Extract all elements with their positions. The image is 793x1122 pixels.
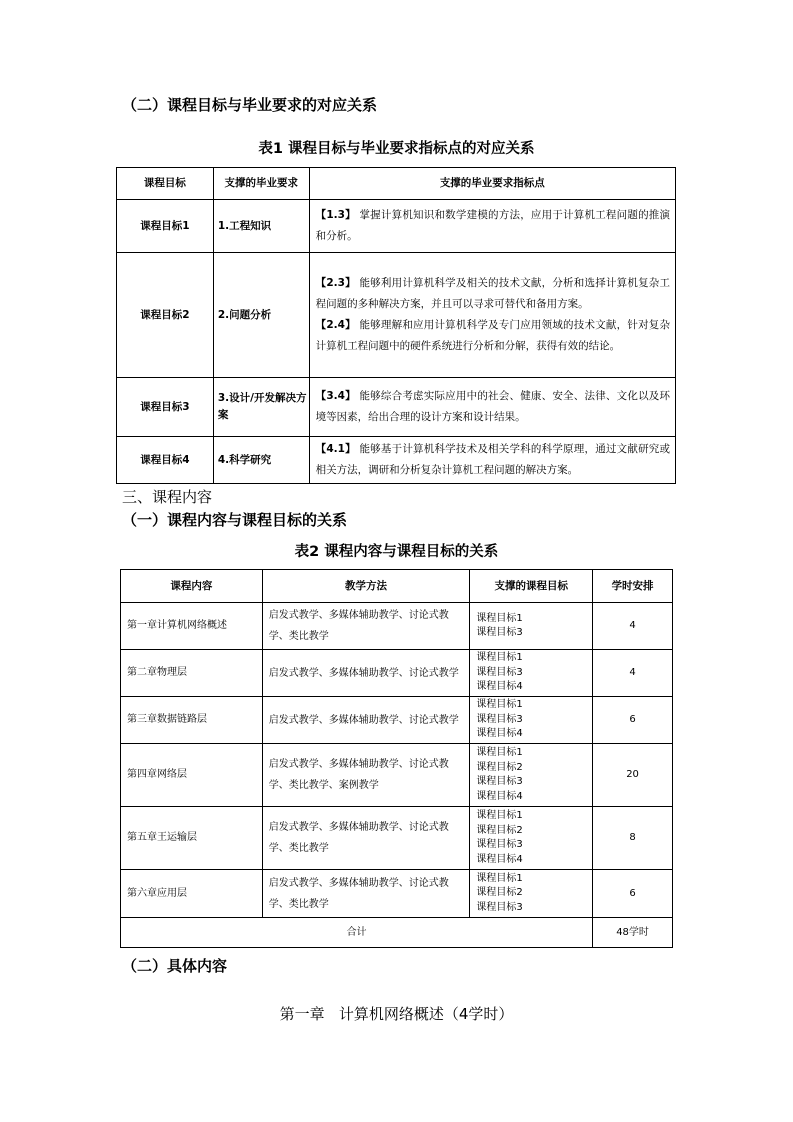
table2-row [121, 870, 673, 918]
table2-row [121, 603, 673, 650]
table2-method-cell: 启发式教学、多媒体辅助教学、讨论式教学 [262, 650, 470, 697]
table1-indicator-cell [309, 378, 675, 437]
indicator-code: 【2.4】 [315, 319, 356, 331]
table2-method-cell: 启发式教学、多媒体辅助教学、讨论式教学、类比教学、案例教学 [262, 744, 470, 807]
goal-item: 课程目标3 [476, 666, 523, 678]
table2-content-cell: 第五章王运输层 [121, 807, 263, 870]
table1-indicator-cell [309, 253, 675, 378]
table2-total-row [121, 918, 673, 948]
goal-item: 课程目标1 [476, 699, 523, 711]
table2-method-cell: 启发式教学、多媒体辅助教学、讨论式教学 [262, 697, 470, 744]
table2-caption: 表2 课程内容与课程目标的关系 [294, 544, 499, 560]
table2-row [121, 650, 673, 697]
goal-item: 课程目标4 [476, 681, 523, 693]
table2-hours-cell: 4 [593, 650, 673, 697]
indicator-code: 【1.3】 [315, 209, 356, 221]
table2-content-cell: 第三章数据链路层 [121, 697, 263, 744]
table1-header-indicator: 支撑的毕业要求指标点 [309, 168, 675, 200]
table2-method-cell: 启发式教学、多媒体辅助教学、讨论式教学、类比教学 [262, 807, 470, 870]
goal-item: 课程目标2 [476, 887, 523, 899]
table2-content-cell: 第二章物理层 [121, 650, 263, 697]
table2-hours-cell: 20 [593, 744, 673, 807]
table1-header-goal: 课程目标 [117, 168, 214, 200]
table1-indicator-cell [309, 437, 675, 484]
table1-header-requirement: 支撑的毕业要求 [213, 168, 309, 200]
goal-item: 课程目标3 [476, 901, 523, 913]
table2-header-content: 课程内容 [121, 570, 263, 603]
indicator-item [316, 273, 670, 315]
table2-hours-cell: 6 [593, 870, 673, 918]
table2-total-label: 合计 [121, 918, 593, 948]
table2-header-method: 教学方法 [262, 570, 470, 603]
goal-item: 课程目标3 [476, 627, 523, 638]
table2-content-goals [120, 569, 673, 948]
goal-item: 课程目标2 [476, 761, 523, 773]
indicator-text: 能够理解和应用计算机科学及专门应用领域的技术文献，针对复杂计算机工程问题中的硬件系统进行分析和分解，获得有效的结论。 [315, 319, 670, 352]
table2-hours-cell: 4 [593, 603, 673, 650]
table1-goals-requirements [116, 167, 676, 484]
indicator-text: 能够基于计算机科学技术及相关学科的科学原理，通过文献研究或相关方法，调研和分析复杂计算机工程问题的解决方案。 [315, 443, 670, 476]
table2-header-row [121, 570, 673, 603]
table1-requirement-cell: 3.设计/开发解决方案 [213, 378, 309, 437]
indicator-text: 能够综合考虑实际应用中的社会、健康、安全、法律、文化以及环境等因素，给出合理的设计方案和设计结果。 [315, 390, 670, 423]
chapter1-title: 第一章 计算机网络概述（4学时） [279, 1005, 514, 1023]
table1-requirement-cell: 1.工程知识 [213, 200, 309, 253]
indicator-code: 【2.3】 [315, 277, 356, 289]
table2-goals-cell [470, 807, 593, 870]
indicator-code: 【3.4】 [315, 390, 356, 402]
table2-content-cell: 第六章应用层 [121, 870, 263, 918]
table2-hours-cell: 8 [593, 807, 673, 870]
table2-total-hours: 48学时 [593, 918, 673, 948]
table2-row [121, 744, 673, 807]
table1-row [117, 378, 676, 437]
goal-item: 课程目标4 [476, 790, 523, 802]
table2-goals-cell [470, 697, 593, 744]
table1-row [117, 253, 676, 378]
table2-header-hours: 学时安排 [593, 570, 673, 603]
table2-goals-cell [470, 744, 593, 807]
indicator-item [316, 315, 670, 357]
table2-row [121, 807, 673, 870]
goal-item: 课程目标1 [476, 810, 523, 821]
section-heading-specific-content: （二）具体内容 [122, 957, 228, 975]
goal-item: 课程目标1 [476, 872, 523, 884]
goal-item: 课程目标1 [476, 747, 523, 758]
goal-item: 课程目标1 [476, 612, 523, 624]
section-heading-course-content: 三、课程内容 [122, 488, 213, 506]
table1-goal-cell: 课程目标3 [117, 378, 214, 437]
indicator-text: 掌握计算机知识和数学建模的方法，应用于计算机工程问题的推演和分析。 [315, 209, 670, 242]
section-heading-goals-requirements: （二）课程目标与毕业要求的对应关系 [122, 96, 378, 114]
table2-hours-cell: 6 [593, 697, 673, 744]
table2-goals-cell [470, 870, 593, 918]
indicator-text: 能够利用计算机科学及相关的技术文献，分析和选择计算机复杂工程问题的多种解决方案，并且可以寻求可替代和备用方案。 [315, 277, 670, 310]
table1-header-row [117, 168, 676, 200]
table1-requirement-cell: 4.科学研究 [213, 437, 309, 484]
table2-content-cell: 第一章计算机网络概述 [121, 603, 263, 650]
table1-caption: 表1 课程目标与毕业要求指标点的对应关系 [258, 141, 535, 157]
table1-goal-cell: 课程目标1 [117, 200, 214, 253]
table2-method-cell: 启发式教学、多媒体辅助教学、讨论式教学、类比教学 [262, 870, 470, 918]
goal-item: 课程目标4 [476, 728, 523, 740]
goal-item: 课程目标2 [476, 824, 523, 836]
goal-item: 课程目标4 [476, 853, 523, 865]
table1-row [117, 437, 676, 484]
indicator-code: 【4.1】 [315, 443, 356, 455]
table1-requirement-cell: 2.问题分析 [213, 253, 309, 378]
table1-goal-cell: 课程目标2 [117, 253, 214, 378]
table2-goals-cell [470, 650, 593, 697]
goal-item: 课程目标3 [476, 776, 523, 787]
goal-item: 课程目标1 [476, 652, 523, 664]
table2-method-cell: 启发式教学、多媒体辅助教学、讨论式教学、类比教学 [262, 603, 470, 650]
table2-header-goals: 支撑的课程目标 [470, 570, 593, 603]
table2-row [121, 697, 673, 744]
table1-goal-cell: 课程目标4 [117, 437, 214, 484]
table1-row [117, 200, 676, 253]
section-heading-content-goals: （一）课程内容与课程目标的关系 [122, 511, 348, 529]
goal-item: 课程目标3 [476, 713, 523, 725]
goal-item: 课程目标3 [476, 839, 523, 850]
table2-goals-cell [470, 603, 593, 650]
table1-indicator-cell [309, 200, 675, 253]
table2-content-cell: 第四章网络层 [121, 744, 263, 807]
